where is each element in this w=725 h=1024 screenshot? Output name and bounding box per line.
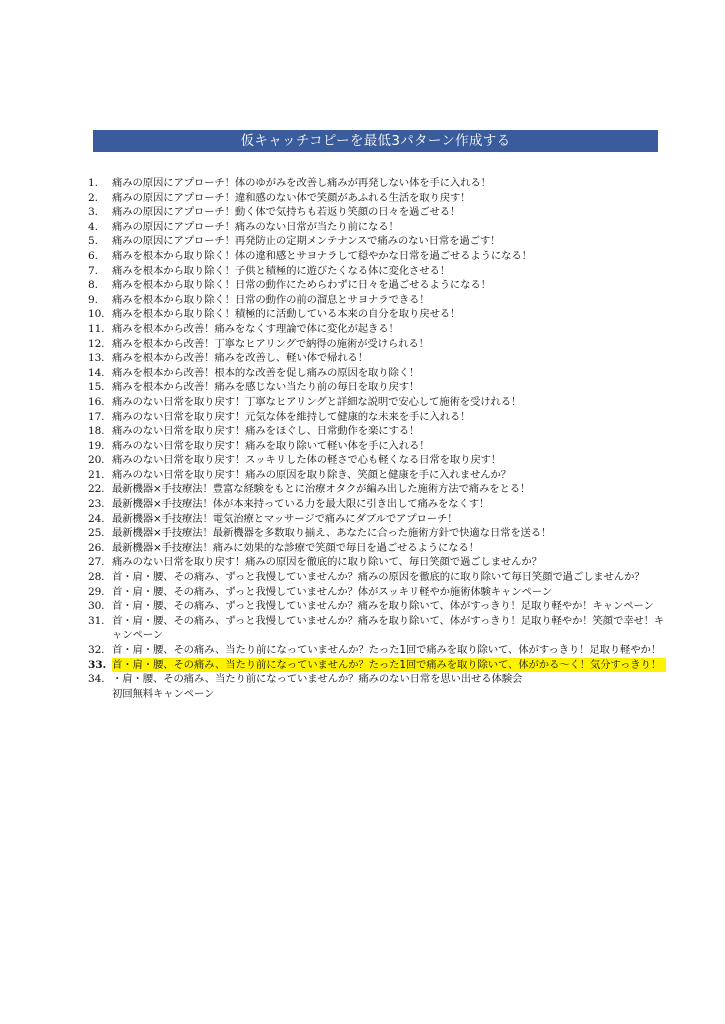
list-item-number: 22. [88,483,105,496]
list-item-number: 34. [88,673,105,686]
page-title: 仮キャッチコピーを最低3パターン作成する [93,130,658,152]
list-item [86,672,666,701]
list-item-text [112,395,666,410]
list-item-copy: 最新機器×手技療法！電気治療とマッサージで痛みにダブルでアプローチ！ [112,512,458,525]
list-item [86,658,666,673]
list-item [86,439,666,454]
list-item [86,322,666,337]
list-item-number: 15. [88,381,105,394]
list-item-text [112,643,666,658]
list-item-text [112,410,666,425]
list-item-text [112,307,666,322]
list-item [86,614,666,643]
list-item [86,234,666,249]
list-item-copy: 痛みを根本から改善！痛みを感じない当たり前の毎日を取り戻す！ [112,381,420,394]
list-item-text [112,234,666,249]
list-item-text [112,278,666,293]
list-item [86,191,666,206]
list-item [86,249,666,264]
list-item-text [112,512,666,527]
list-item-text [112,220,666,235]
list-item-copy: 痛みを根本から取り除く！積極的に活動している本来の自分を取り戻せる！ [112,308,461,321]
list-item-number: 17. [88,410,105,423]
list-item-text [112,380,666,395]
list-item-text [112,526,666,541]
list-item-copy: 痛みを根本から取り除く！日常の動作にためらわずに日々を過ごせるようになる！ [112,279,491,292]
list-item-copy: 首・肩・腰、その痛み、ずっと我慢していませんか？痛みの原因を徹底的に取り除いて毎日笑顔で過ごしませんか？ [112,571,645,584]
list-item-number: 18. [88,425,105,438]
list-item-number: 8. [88,279,98,292]
list-item-text [112,424,666,439]
list-item-number: 30. [88,600,105,613]
list-item-number: 7. [88,264,98,277]
list-item-text [112,249,666,264]
list-item-copy: 痛みの原因にアプローチ！再発防止の定期メンテナンスで痛みのない日常を過ごす！ [112,235,501,248]
list-item-text [112,541,666,556]
list-item [86,541,666,556]
list-item-number: 9. [88,293,98,306]
list-item [86,424,666,439]
list-item-number: 27. [88,556,105,569]
list-item [86,512,666,527]
list-item [86,453,666,468]
list-item [86,205,666,220]
list-item [86,599,666,614]
list-item-copy: 痛みを根本から取り除く！子供と積極的に遊びたくなる体に変化させる！ [112,264,450,277]
list-item-number: 16. [88,395,105,408]
list-item [86,497,666,512]
list-item [86,468,666,483]
list-item-number: 33. [88,658,106,671]
list-item-number: 29. [88,585,105,598]
list-item-number: 12. [88,337,105,350]
list-item-copy: 痛みの原因にアプローチ！体のゆがみを改善し痛みが再発しない体を手に入れる！ [112,177,491,189]
list-item-copy: 痛みの原因にアプローチ！痛みのない日常が当たり前になる！ [112,220,399,233]
list-item-text [112,176,666,191]
list-item-copy: 首・肩・腰、その痛み、ずっと我慢していませんか？痛みを取り除いて、体がすっきり！足取り軽やか！キャンペーン [112,600,654,613]
list-item-text [112,482,666,497]
list-item-text [112,497,666,512]
list-item-text [112,555,666,570]
list-item-subtext: 初回無料キャンペーン [112,687,215,700]
list-item-number: 20. [88,454,105,467]
list-item-text [112,585,666,600]
list-item [86,482,666,497]
catch-copy-list [86,176,666,701]
list-item-number: 2. [88,191,98,204]
list-item-copy: ・肩・腰、その痛み、当たり前になっていませんか？痛みのない日常を思い出せる体験会 [112,673,523,686]
list-item-number: 14. [88,366,105,379]
list-item-text [112,468,666,483]
list-item-copy: 痛みのない日常を取り戻す！痛みの原因を取り除き、笑顔と健康を手に入れませんか？ [112,468,511,481]
list-item-text [112,658,666,673]
list-item-copy: 最新機器×手技療法！豊富な経験をもとに治療オタクが編み出した施術方法で痛みをとる！ [112,483,531,496]
list-item-text [112,672,666,701]
list-item-copy: 痛みのない日常を取り戻す！スッキリした体の軽さで心も軽くなる日常を取り戻す！ [112,454,502,467]
list-item-number: 19. [88,439,105,452]
list-item [86,176,666,191]
list-item-number: 31. [88,614,105,627]
list-item-copy: 首・肩・腰、その痛み、当たり前になっていませんか？たった1回で痛みを取り除いて、体がすっきり！足取り軽やか！ [112,644,662,656]
list-item [86,351,666,366]
list-item [86,395,666,410]
list-item [86,307,666,322]
list-item-text [112,191,666,206]
list-item-copy: 痛みを根本から改善！丁寧なヒアリングで納得の施術が受けられる！ [112,337,429,350]
list-item-number: 26. [88,541,105,554]
list-item-text [112,439,666,454]
list-item-number: 1. [88,177,98,189]
list-item-copy: 痛みのない日常を取り戻す！痛みを取り除いて軽い体を手に入れる！ [112,439,430,452]
list-item-number: 23. [88,498,105,511]
list-item [86,643,666,658]
list-item-text [112,264,666,279]
list-item-text [112,453,666,468]
list-item-text [112,337,666,352]
list-item-number: 28. [88,571,105,584]
list-item-text [112,366,666,381]
list-item-number: 11. [88,322,105,335]
list-item-number: 25. [88,527,105,540]
list-item-copy: 首・肩・腰、その痛み、当たり前になっていませんか？たった1回で痛みを取り除いて、体がかる～く！気分すっきり！ [112,658,662,671]
list-item-copy: 痛みの原因にアプローチ！違和感のない体で笑顔があふれる生活を取り戻す！ [112,191,471,204]
list-item [86,366,666,381]
list-item [86,293,666,308]
list-item-number: 21. [88,468,105,481]
list-item [86,585,666,600]
list-item [86,410,666,425]
list-item [86,220,666,235]
list-item-text [112,599,666,614]
list-item-copy: 最新機器×手技療法！最新機器を多数取り揃え、あなたに合った施術方針で快適な日常を送る！ [112,527,552,540]
list-item-text [112,293,666,308]
list-item [86,380,666,395]
list-item-copy: 痛みを根本から改善！痛みをなくす理論で体に変化が起きる！ [112,322,399,335]
list-item [86,555,666,570]
list-item-copy: 痛みのない日常を取り戻す！丁寧なヒアリングと詳細な説明で安心して施術を受けれる！ [112,395,522,408]
list-item-number: 4. [88,220,98,233]
list-item-copy: 最新機器×手技療法！体が本来持っている力を最大限に引き出して痛みをなくす！ [112,498,490,511]
list-item-copy: 痛みを根本から改善！痛みを改善し、軽い体で帰れる！ [112,352,369,365]
list-item-copy: 痛みのない日常を取り戻す！痛みの原因を徹底的に取り除いて、毎日笑顔で過ごしませんか？ [112,556,542,569]
list-item-copy: 痛みを根本から改善！根本的な改善を促し痛みの原因を取り除く！ [112,366,420,379]
list-item-text [112,205,666,220]
list-item-text [112,570,666,585]
list-item-text [112,614,666,643]
list-item-number: 32. [88,644,105,656]
list-item-number: 10. [88,308,105,321]
list-item-copy: 首・肩・腰、その痛み、ずっと我慢していませんか？体がスッキリ軽やか施術体験キャンペーン [112,585,553,598]
list-item-number: 5. [88,235,98,248]
list-item-copy: 痛みを根本から取り除く！日常の動作の前の溜息とサヨナラできる！ [112,293,430,306]
list-item [86,526,666,541]
list-item-copy: 首・肩・腰、その痛み、ずっと我慢していませんか？痛みを取り除いて、体がすっきり！足取り軽やか！笑顔で幸せ！キャンペーン [112,614,665,642]
list-item-copy: 痛みのない日常を取り戻す！痛みをほぐし、日常動作を楽にする！ [112,425,420,438]
list-item-number: 24. [88,512,105,525]
list-item-text [112,322,666,337]
list-item [86,264,666,279]
list-item-copy: 痛みを根本から取り除く！体の違和感とサヨナラして穏やかな日常を過ごせるようになる！ [112,249,532,262]
list-item-number: 3. [88,206,98,219]
list-item-copy: 最新機器×手技療法！痛みに効果的な診療で笑顔で毎日を過ごせるようになる！ [112,541,479,554]
list-item-copy: 痛みの原因にアプローチ！動く体で気持ちも若返り笑顔の日々を過ごせる！ [112,206,461,219]
list-item-number: 6. [88,249,98,262]
list-item-copy: 痛みのない日常を取り戻す！元気な体を維持して健康的な未来を手に入れる！ [112,410,471,423]
list-item [86,278,666,293]
list-item [86,337,666,352]
list-item-number: 13. [88,352,105,365]
list-item-text [112,351,666,366]
list-item [86,570,666,585]
